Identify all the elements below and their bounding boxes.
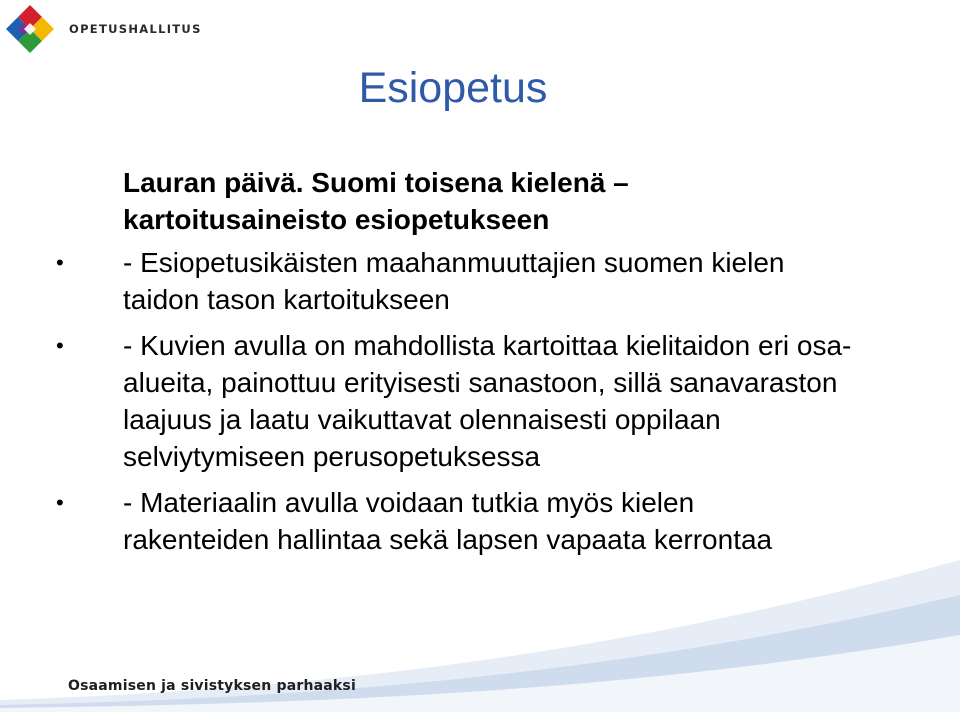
bullet-text: - Kuvien avulla on mahdollista kartoittaa kielitaidon eri osa-alueita, painottuu erityisesti sanastoon, sillä sanavaraston laajuus ja laatu vaikuttavat olennaisesti oppilaan selviytymiseen perusopetuksessa <box>123 330 852 472</box>
bullet-icon: • <box>56 333 64 358</box>
slide-title: Esiopetus <box>358 64 548 112</box>
bullet-item <box>56 244 823 318</box>
bullet-icon: • <box>56 250 64 275</box>
footer-tagline: Osaamisen ja sivistyksen parhaaksi <box>68 678 356 694</box>
slide-heading: Lauran päivä. Suomi toisena kielenä – kartoitusaineisto esiopetukseen <box>123 167 629 235</box>
slide-content <box>0 164 960 567</box>
brand-name: OPETUSHALLITUS <box>69 22 202 36</box>
bullet-text: - Materiaalin avulla voidaan tutkia myös kielen rakenteiden hallintaa sekä lapsen vapaata kerrontaa <box>123 487 773 555</box>
bullet-item <box>56 327 883 475</box>
bullet-text: - Esiopetusikäisten maahanmuuttajien suomen kielen taidon tason kartoitukseen <box>123 247 785 315</box>
opetushallitus-logo-icon <box>4 3 56 55</box>
bullet-icon: • <box>56 490 64 515</box>
